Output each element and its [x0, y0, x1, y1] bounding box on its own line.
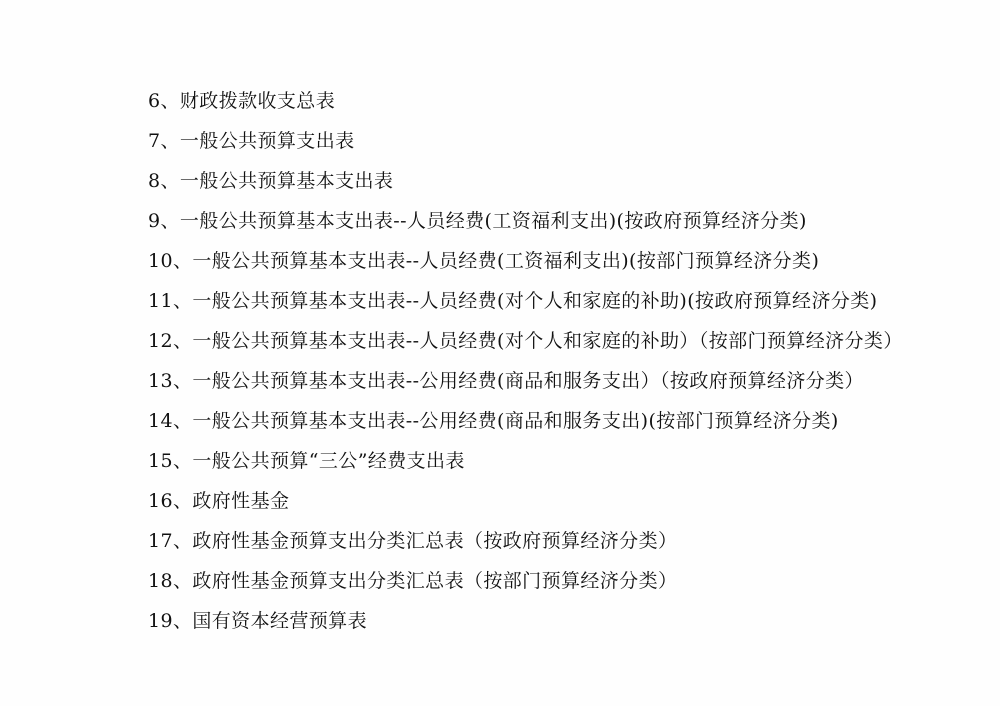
list-item: 16、政府性基金 — [148, 490, 290, 512]
list-item: 15、一般公共预算“三公”经费支出表 — [148, 450, 465, 472]
list-item: 13、一般公共预算基本支出表--公用经费(商品和服务支出）（按政府预算经济分类） — [148, 370, 864, 392]
list-item: 8、一般公共预算基本支出表 — [148, 170, 394, 192]
list-item: 6、财政拨款收支总表 — [148, 90, 336, 112]
list-item: 10、一般公共预算基本支出表--人员经费(工资福利支出)(按部门预算经济分类) — [148, 250, 820, 272]
list-item: 7、一般公共预算支出表 — [148, 130, 355, 152]
list-item: 9、一般公共预算基本支出表--人员经费(工资福利支出)(按政府预算经济分类) — [148, 210, 807, 232]
list-item: 17、政府性基金预算支出分类汇总表（按政府预算经济分类） — [148, 530, 678, 552]
list-item: 12、一般公共预算基本支出表--人员经费(对个人和家庭的补助）（按部门预算经济分类） — [148, 330, 903, 352]
list-item: 14、一般公共预算基本支出表--公用经费(商品和服务支出)(按部门预算经济分类) — [148, 410, 839, 432]
list-item: 11、一般公共预算基本支出表--人员经费(对个人和家庭的补助)(按政府预算经济分类) — [148, 290, 878, 312]
list-item: 18、政府性基金预算支出分类汇总表（按部门预算经济分类） — [148, 570, 678, 592]
list-item: 19、国有资本经营预算表 — [148, 610, 367, 632]
table-of-contents — [148, 92, 940, 652]
